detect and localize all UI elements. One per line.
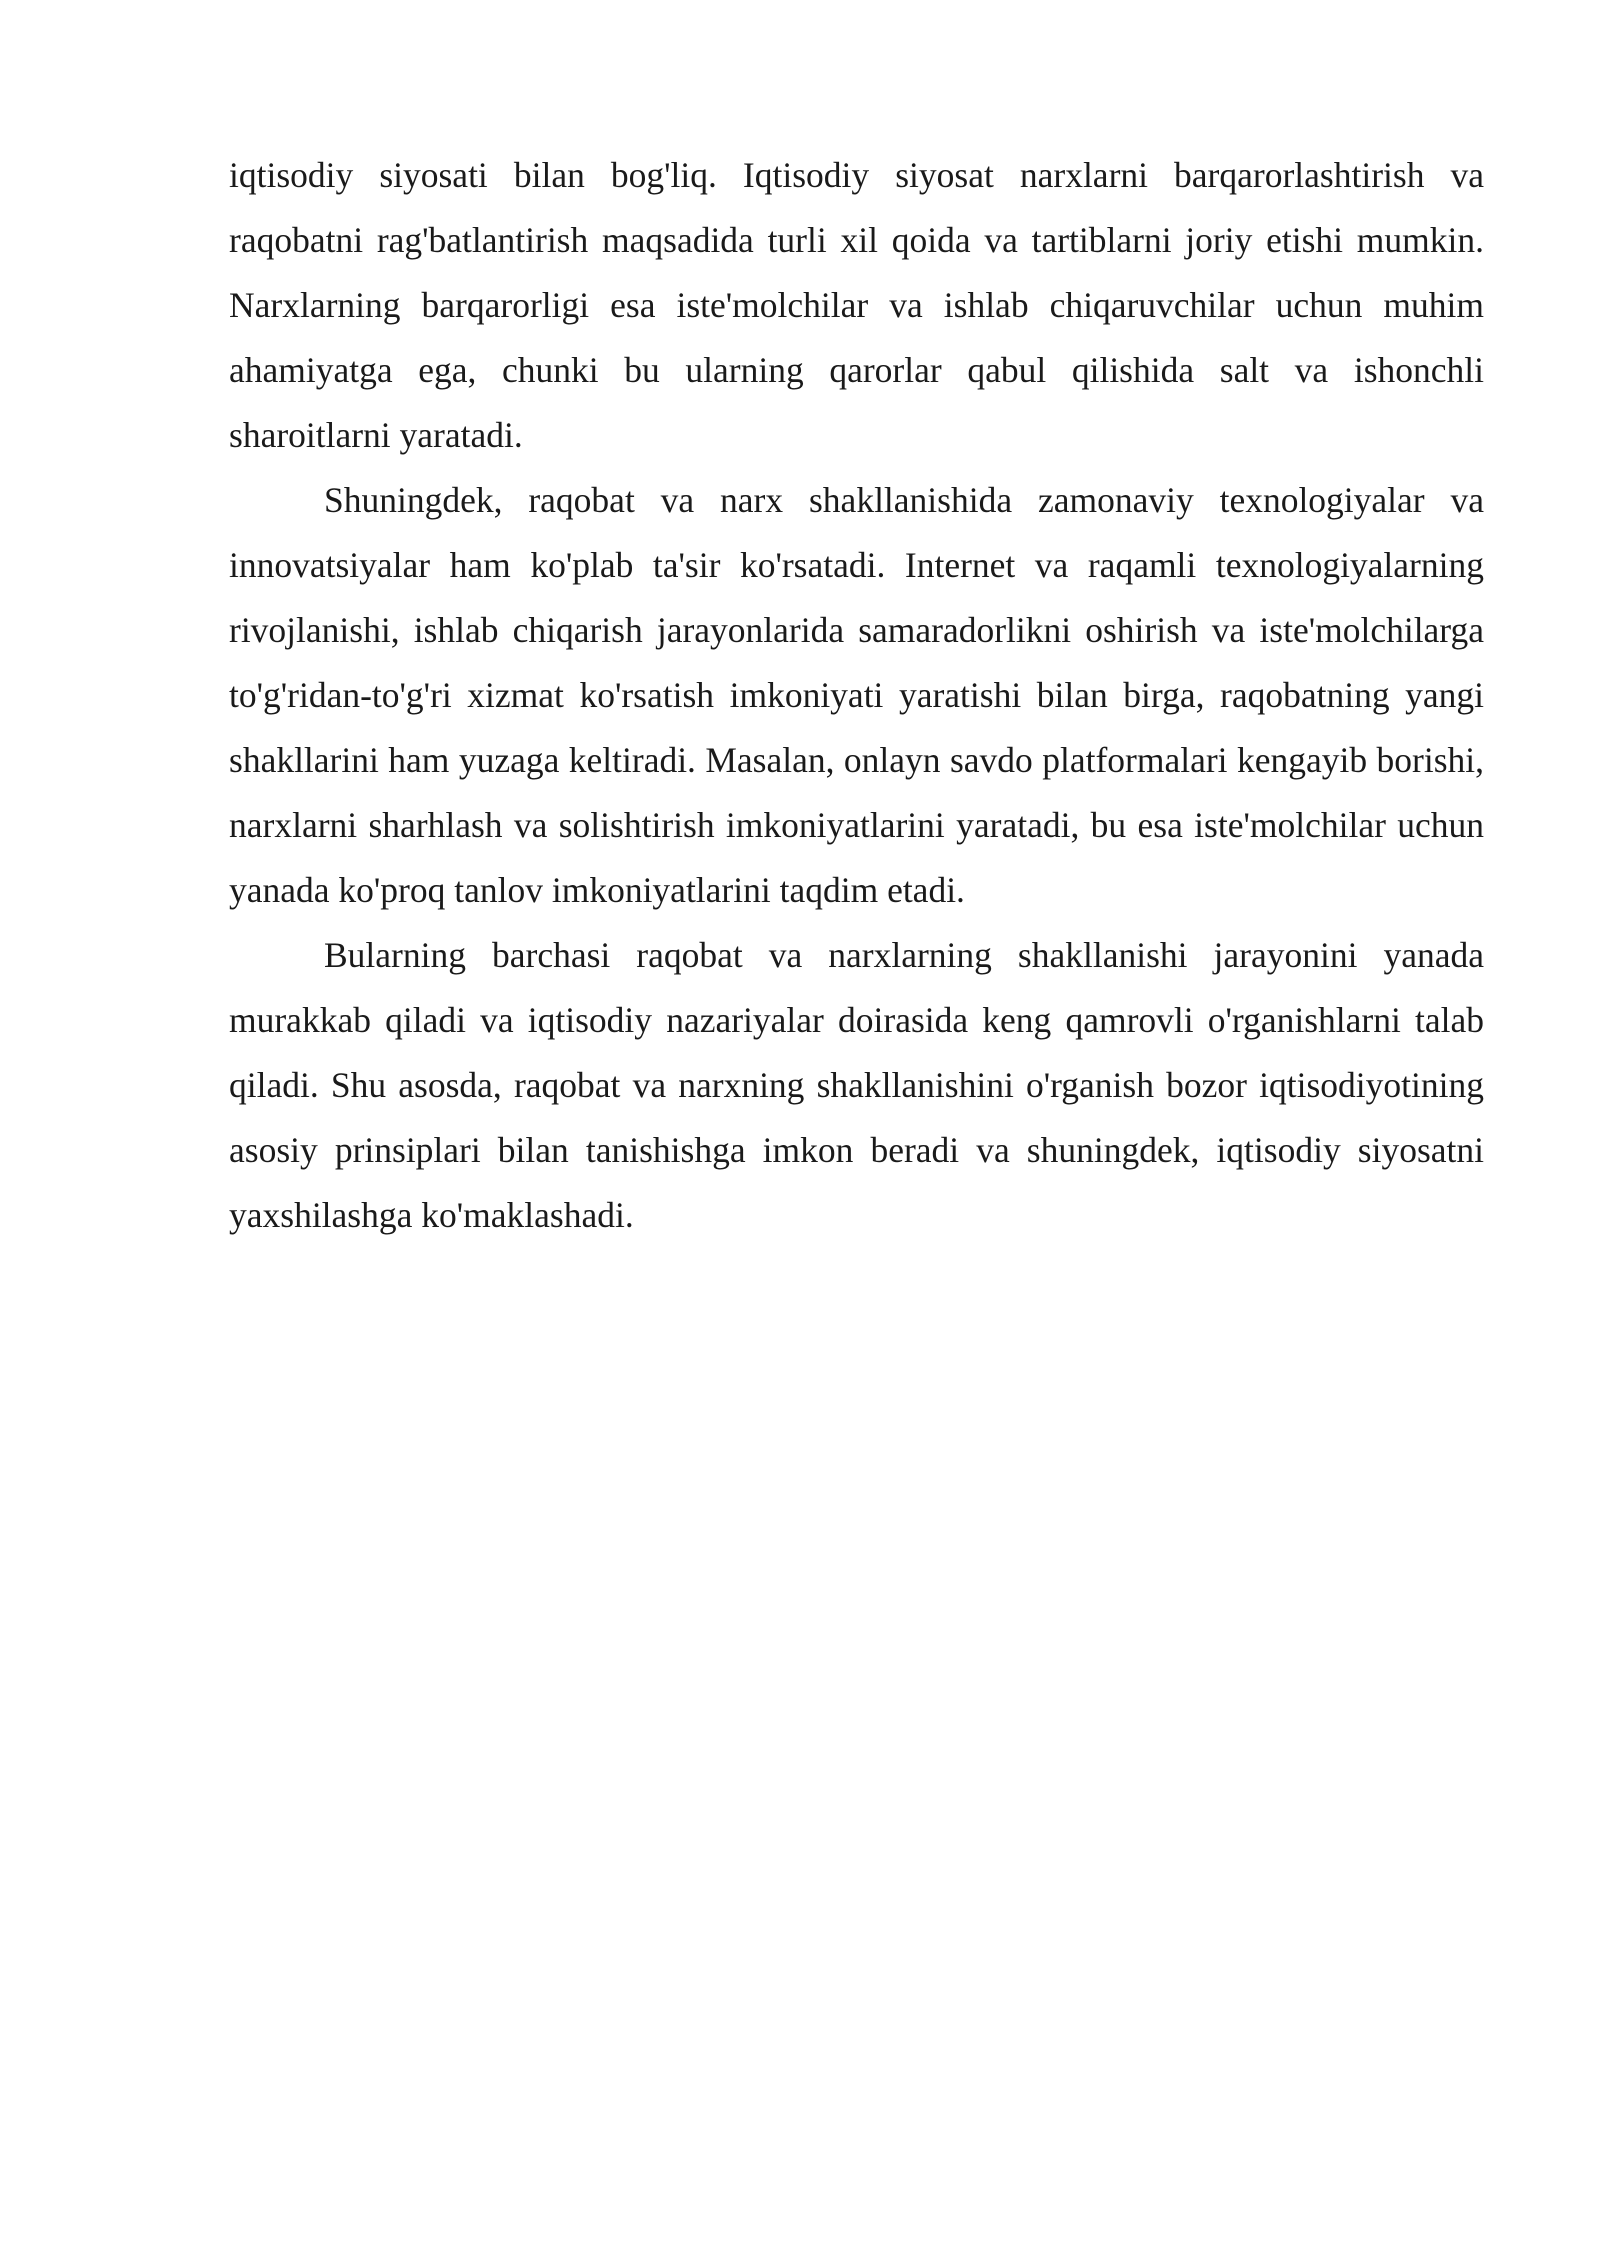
paragraph-continuation: iqtisodiy siyosati bilan bog'liq. Iqtisodiy siyosat narxlarni barqarorlashtirish va raqobatni rag'batlantirish maqsadida turli xil qoida va tartiblarni joriy etishi mumkin. Narxlarning barqarorligi esa iste'molchilar va ishlab chiqaruvchilar uchun muhim ahamiyatga ega, chunki bu ularning qarorlar qabul qilishida salt va ishonchli sharoitlarni yaratadi. xyxy=(229,155,1484,455)
paragraph-technology: Shuningdek, raqobat va narx shakllanishida zamonaviy texnologiyalar va innovatsiyalar ham ko'plab ta'sir ko'rsatadi. Internet va raqamli texnologiyalarning rivojlanishi, ishlab chiqarish jarayonlarida samaradorlikni oshirish va iste'molchilarga to'g'ridan-to'g'ri xizmat ko'rsatish imkoniyati yaratishi bilan birga, raqobatning yangi shakllarini ham yuzaga keltiradi. Masalan, onlayn savdo platformalari kengayib borishi, narxlarni sharhlash va solishtirish imkoniyatlarini yaratadi, bu esa iste'molchilar uchun yanada ko'proq tanlov imkoniyatlarini taqdim etadi. xyxy=(229,480,1484,910)
document-body xyxy=(229,143,1484,1248)
paragraph-conclusion: Bularning barchasi raqobat va narxlarning shakllanishi jarayonini yanada murakkab qiladi va iqtisodiy nazariyalar doirasida keng qamrovli o'rganishlarni talab qiladi. Shu asosda, raqobat va narxning shakllanishini o'rganish bozor iqtisodiyotining asosiy prinsiplari bilan tanishishga imkon beradi va shuningdek, iqtisodiy siyosatni yaxshilashga ko'maklashadi. xyxy=(229,935,1484,1235)
